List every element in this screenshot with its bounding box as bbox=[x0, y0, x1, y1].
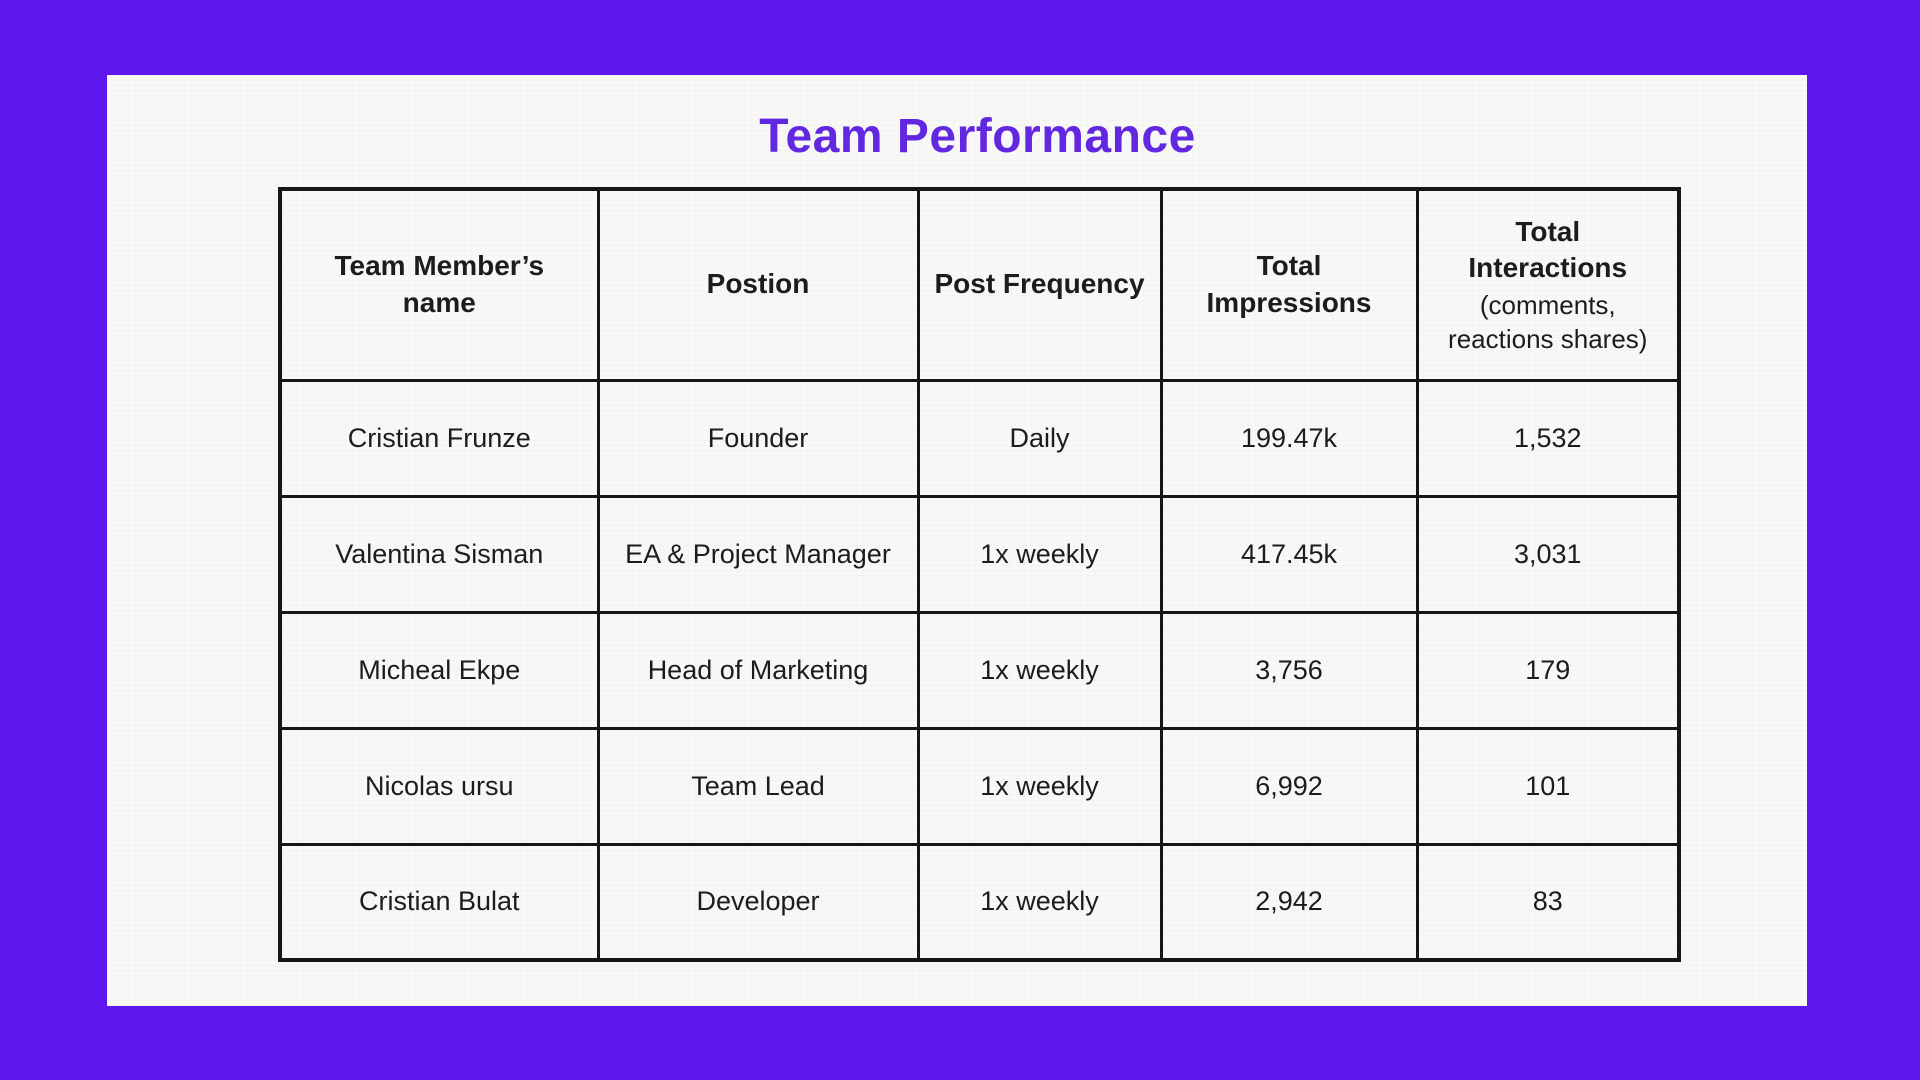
col-header-total-impressions bbox=[1161, 189, 1417, 380]
cell-total-impressions: 3,756 bbox=[1161, 612, 1417, 728]
table-row bbox=[280, 728, 1679, 844]
header-row bbox=[280, 189, 1679, 380]
cell-total-interactions: 3,031 bbox=[1417, 496, 1679, 612]
cell-total-impressions: 2,942 bbox=[1161, 844, 1417, 960]
cell-post-frequency: 1x weekly bbox=[918, 844, 1161, 960]
cell-member-name: Valentina Sisman bbox=[280, 496, 598, 612]
cell-total-interactions: 179 bbox=[1417, 612, 1679, 728]
cell-total-interactions: 101 bbox=[1417, 728, 1679, 844]
page-title: Team Performance bbox=[759, 110, 1196, 163]
cell-total-impressions: 199.47k bbox=[1161, 380, 1417, 496]
cell-total-interactions: 1,532 bbox=[1417, 380, 1679, 496]
cell-post-frequency: 1x weekly bbox=[918, 728, 1161, 844]
cell-position: Founder bbox=[598, 380, 918, 496]
col-header-label: Post Frequency bbox=[934, 268, 1145, 300]
table-row bbox=[280, 844, 1679, 960]
cell-post-frequency: Daily bbox=[918, 380, 1161, 496]
table-body bbox=[280, 380, 1679, 960]
cell-post-frequency: 1x weekly bbox=[918, 496, 1161, 612]
cell-member-name: Nicolas ursu bbox=[280, 728, 598, 844]
table-row bbox=[280, 496, 1679, 612]
col-header-sublabel: (comments, reactions shares) bbox=[1448, 290, 1648, 354]
col-header-position bbox=[598, 189, 918, 380]
col-header-label: Postion bbox=[706, 268, 810, 300]
col-header-label: Total Interactions bbox=[1468, 215, 1628, 284]
col-header-member-name bbox=[280, 189, 598, 380]
cell-total-interactions: 83 bbox=[1417, 844, 1679, 960]
cell-member-name: Cristian Frunze bbox=[280, 380, 598, 496]
col-header-post-frequency bbox=[918, 189, 1161, 380]
cell-member-name: Cristian Bulat bbox=[280, 844, 598, 960]
table-row bbox=[280, 612, 1679, 728]
col-header-total-interactions bbox=[1417, 189, 1679, 380]
content-card bbox=[107, 75, 1807, 1006]
cell-position: Team Lead bbox=[598, 728, 918, 844]
cell-position: Developer bbox=[598, 844, 918, 960]
cell-position: EA & Project Manager bbox=[598, 496, 918, 612]
team-performance-table bbox=[278, 187, 1681, 962]
cell-total-impressions: 6,992 bbox=[1161, 728, 1417, 844]
col-header-label: Team Member’s name bbox=[334, 249, 545, 318]
cell-member-name: Micheal Ekpe bbox=[280, 612, 598, 728]
table-row bbox=[280, 380, 1679, 496]
cell-post-frequency: 1x weekly bbox=[918, 612, 1161, 728]
table-header bbox=[280, 189, 1679, 380]
cell-position: Head of Marketing bbox=[598, 612, 918, 728]
col-header-label: Total Impressions bbox=[1206, 249, 1372, 318]
cell-total-impressions: 417.45k bbox=[1161, 496, 1417, 612]
